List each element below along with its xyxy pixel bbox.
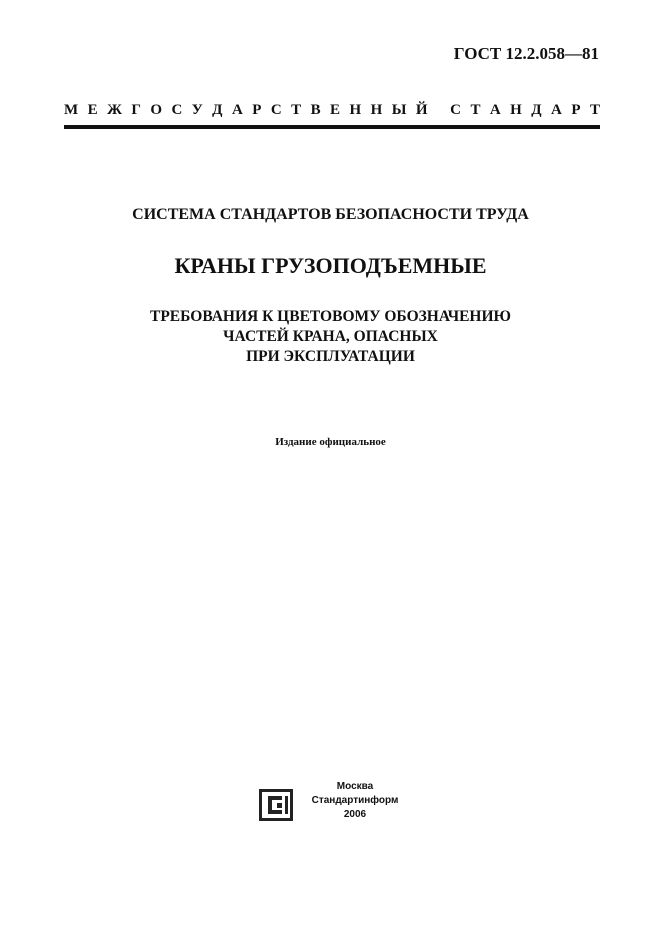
subtitle [0, 307, 661, 367]
heading-letter: Т [589, 102, 600, 118]
heading-letter: Е [87, 102, 98, 118]
subtitle-line: ПРИ ЭКСПЛУАТАЦИИ [246, 348, 415, 365]
heading-letter: Т [291, 102, 302, 118]
publisher-year: 2006 [343, 809, 367, 820]
heading-letter: Ж [107, 102, 122, 118]
system-title: СИСТЕМА СТАНДАРТОВ БЕЗОПАСНОСТИ ТРУДА [132, 206, 529, 223]
heading-letter: В [310, 102, 321, 118]
heading-letter: А [551, 102, 562, 118]
heading-space [437, 102, 441, 119]
heading-letter: У [191, 102, 203, 118]
heading-letter: Н [510, 102, 522, 118]
main-title: КРАНЫ ГРУЗОПОДЪЕМНЫЕ [174, 253, 487, 278]
heading-letter: О [150, 102, 162, 118]
heading-letter: Т [470, 102, 481, 118]
publisher-city: Москва [336, 781, 374, 792]
heading-letter: Г [131, 102, 141, 118]
heading-letter: Й [415, 102, 428, 118]
subtitle-line: ЧАСТЕЙ КРАНА, ОПАСНЫХ [223, 328, 438, 345]
edition-note: Издание официальное [275, 436, 386, 448]
heading-letter: С [171, 102, 183, 118]
heading-letter: Д [531, 102, 542, 118]
heading-letter: Р [571, 102, 581, 118]
header-rule [64, 125, 600, 129]
standard-number: ГОСТ 12.2.058—81 [453, 44, 599, 63]
heading-letter: М [64, 102, 79, 118]
heading-letter: А [489, 102, 501, 118]
subtitle-line: ТРЕБОВАНИЯ К ЦВЕТОВОМУ ОБОЗНАЧЕНИЮ [149, 308, 511, 325]
heading-letter: Н [370, 102, 383, 118]
heading-letter: Ы [391, 102, 407, 118]
heading-letter: С [450, 102, 461, 118]
heading-letter: Д [212, 102, 223, 118]
standard-type-heading [64, 102, 600, 119]
heading-letter: Р [252, 102, 262, 118]
heading-letter: А [231, 102, 243, 118]
publisher-name: Стандартинформ [311, 795, 399, 806]
heading-letter: Н [349, 102, 362, 118]
publisher-imprint [300, 780, 410, 822]
heading-letter: Е [330, 102, 341, 118]
heading-letter: С [270, 102, 282, 118]
